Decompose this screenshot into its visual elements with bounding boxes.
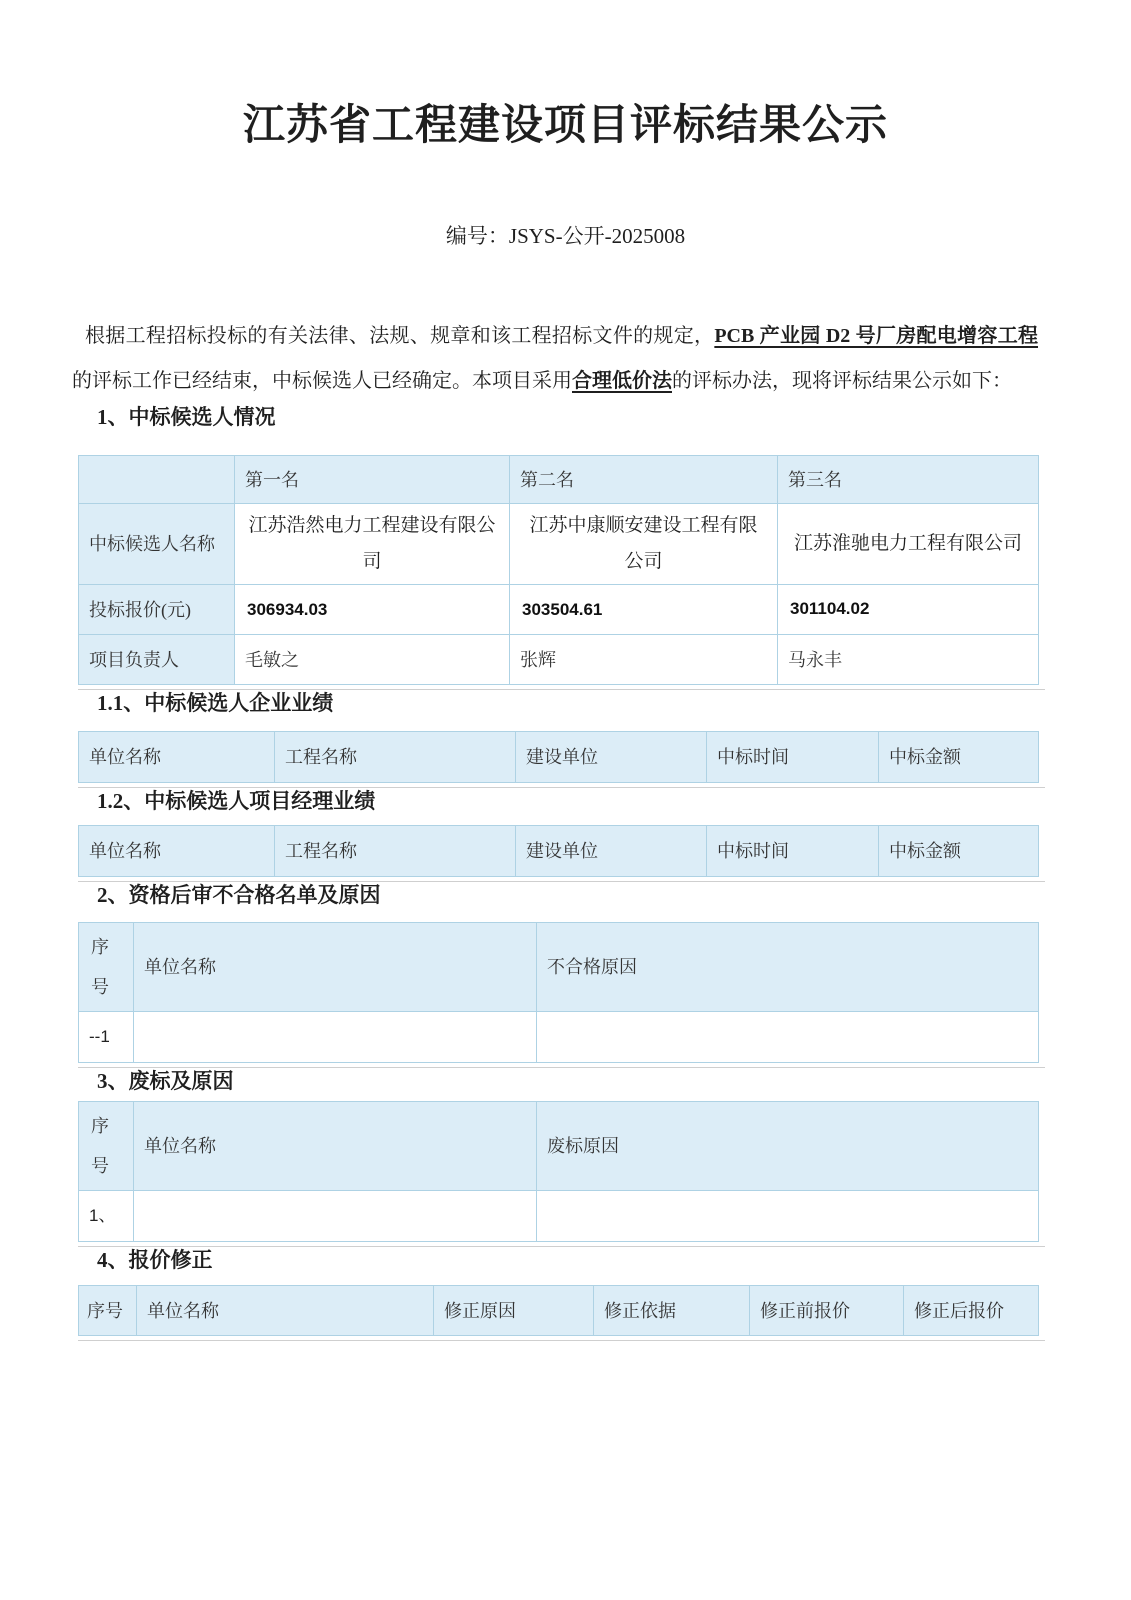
row-number-cell: 1、 [79, 1191, 134, 1242]
intro-text-2: 的评标工作已经结束，中标候选人已经确定。本项目采用 [72, 370, 572, 392]
project-manager-cell-3: 马永丰 [778, 635, 1039, 685]
candidates-table [78, 455, 1039, 685]
column-header-row [79, 1102, 1039, 1191]
column-header-cell: 中标金额 [879, 826, 1039, 877]
rank-header-cell-1: 第一名 [235, 456, 510, 504]
project-name-emphasis: PCB 产业园 D2 号厂房配电增容工程 [714, 325, 1039, 347]
candidate-name-cell-1: 江苏浩然电力工程建设有限公司 [235, 504, 510, 585]
company-performance-table-wrap [78, 731, 1045, 788]
column-header-cell: 单位名称 [137, 1286, 434, 1336]
section-3-heading: 3、废标及原因 [97, 1069, 234, 1093]
bid-price-cell-1: 306934.03 [235, 585, 510, 635]
column-header-cell: 废标原因 [537, 1102, 1039, 1191]
column-header-cell: 修正依据 [594, 1286, 750, 1336]
candidate-name-cell-2: 江苏中康顺安建设工程有限公司 [510, 504, 778, 585]
intro-text-3: 的评标办法，现将评标结果公示如下： [672, 370, 1012, 392]
company-name-cell [134, 1012, 537, 1063]
column-header-cell: 不合格原因 [537, 923, 1039, 1012]
column-header-cell: 单位名称 [79, 826, 275, 877]
column-header-cell: 中标时间 [707, 732, 879, 783]
candidate-name-row [79, 504, 1039, 585]
candidate-name-cell-3: 江苏淮驰电力工程有限公司 [778, 504, 1039, 585]
column-header-cell: 单位名称 [134, 923, 537, 1012]
column-header-cell: 中标金额 [879, 732, 1039, 783]
column-header-row [79, 732, 1039, 783]
corner-cell [79, 456, 235, 504]
intro-text-1: 根据工程招标投标的有关法律、法规、规章和该工程招标文件的规定， [85, 325, 715, 347]
bid-price-cell-2: 303504.61 [510, 585, 778, 635]
column-header-cell: 建设单位 [516, 732, 707, 783]
section-4-heading: 4、报价修正 [97, 1248, 213, 1272]
rank-header-row [79, 456, 1039, 504]
invalid-bids-table [78, 1101, 1039, 1242]
company-name-cell [134, 1191, 537, 1242]
page-title: 江苏省工程建设项目评标结果公示 [242, 103, 888, 149]
reason-cell [537, 1191, 1039, 1242]
column-header-cell: 建设单位 [516, 826, 707, 877]
rank-header-cell-3: 第三名 [778, 456, 1039, 504]
project-manager-row [79, 635, 1039, 685]
column-header-cell: 中标时间 [707, 826, 879, 877]
column-header-row [79, 923, 1039, 1012]
column-header-cell: 修正前报价 [750, 1286, 904, 1336]
row-label-cell: 中标候选人名称 [79, 504, 235, 585]
section-1-2-heading: 1.2、中标候选人项目经理业绩 [97, 789, 376, 813]
evaluation-method-emphasis: 合理低价法 [572, 370, 672, 392]
row-label-cell: 投标报价(元) [79, 585, 235, 635]
column-header-cell: 修正后报价 [904, 1286, 1039, 1336]
rank-header-cell-2: 第二名 [510, 456, 778, 504]
table-row [79, 1191, 1039, 1242]
company-performance-table [78, 731, 1039, 783]
manager-performance-table-wrap [78, 825, 1045, 882]
manager-performance-table [78, 825, 1039, 877]
section-1-heading: 1、中标候选人情况 [97, 405, 276, 429]
column-header-cell: 工程名称 [275, 826, 516, 877]
invalid-bids-table-wrap [78, 1101, 1045, 1247]
column-header-row [79, 826, 1039, 877]
project-manager-cell-2: 张辉 [510, 635, 778, 685]
column-header-cell-serial: 序号 [79, 1286, 137, 1336]
column-header-cell: 单位名称 [134, 1102, 537, 1191]
column-header-cell-serial: 序号 [79, 1102, 134, 1191]
project-manager-cell-1: 毛敏之 [235, 635, 510, 685]
column-header-cell: 修正原因 [434, 1286, 594, 1336]
row-label-cell: 项目负责人 [79, 635, 235, 685]
disqualified-table [78, 922, 1039, 1063]
doc-number: 编号：JSYS-公开-2025008 [445, 224, 686, 248]
intro-paragraph [72, 314, 1038, 404]
bid-price-cell-3: 301104.02 [778, 585, 1039, 635]
price-correction-table [78, 1285, 1039, 1336]
section-2-heading: 2、资格后审不合格名单及原因 [97, 883, 381, 907]
reason-cell [537, 1012, 1039, 1063]
table-row [79, 1012, 1039, 1063]
candidates-table-wrap [78, 455, 1045, 690]
column-header-cell: 工程名称 [275, 732, 516, 783]
column-header-cell-serial: 序号 [79, 923, 134, 1012]
price-correction-table-wrap [78, 1285, 1045, 1341]
row-number-cell: --1 [79, 1012, 134, 1063]
bid-price-row [79, 585, 1039, 635]
column-header-row [79, 1286, 1039, 1336]
column-header-cell: 单位名称 [79, 732, 275, 783]
disqualified-table-wrap [78, 922, 1045, 1068]
section-1-1-heading: 1.1、中标候选人企业业绩 [97, 691, 334, 715]
